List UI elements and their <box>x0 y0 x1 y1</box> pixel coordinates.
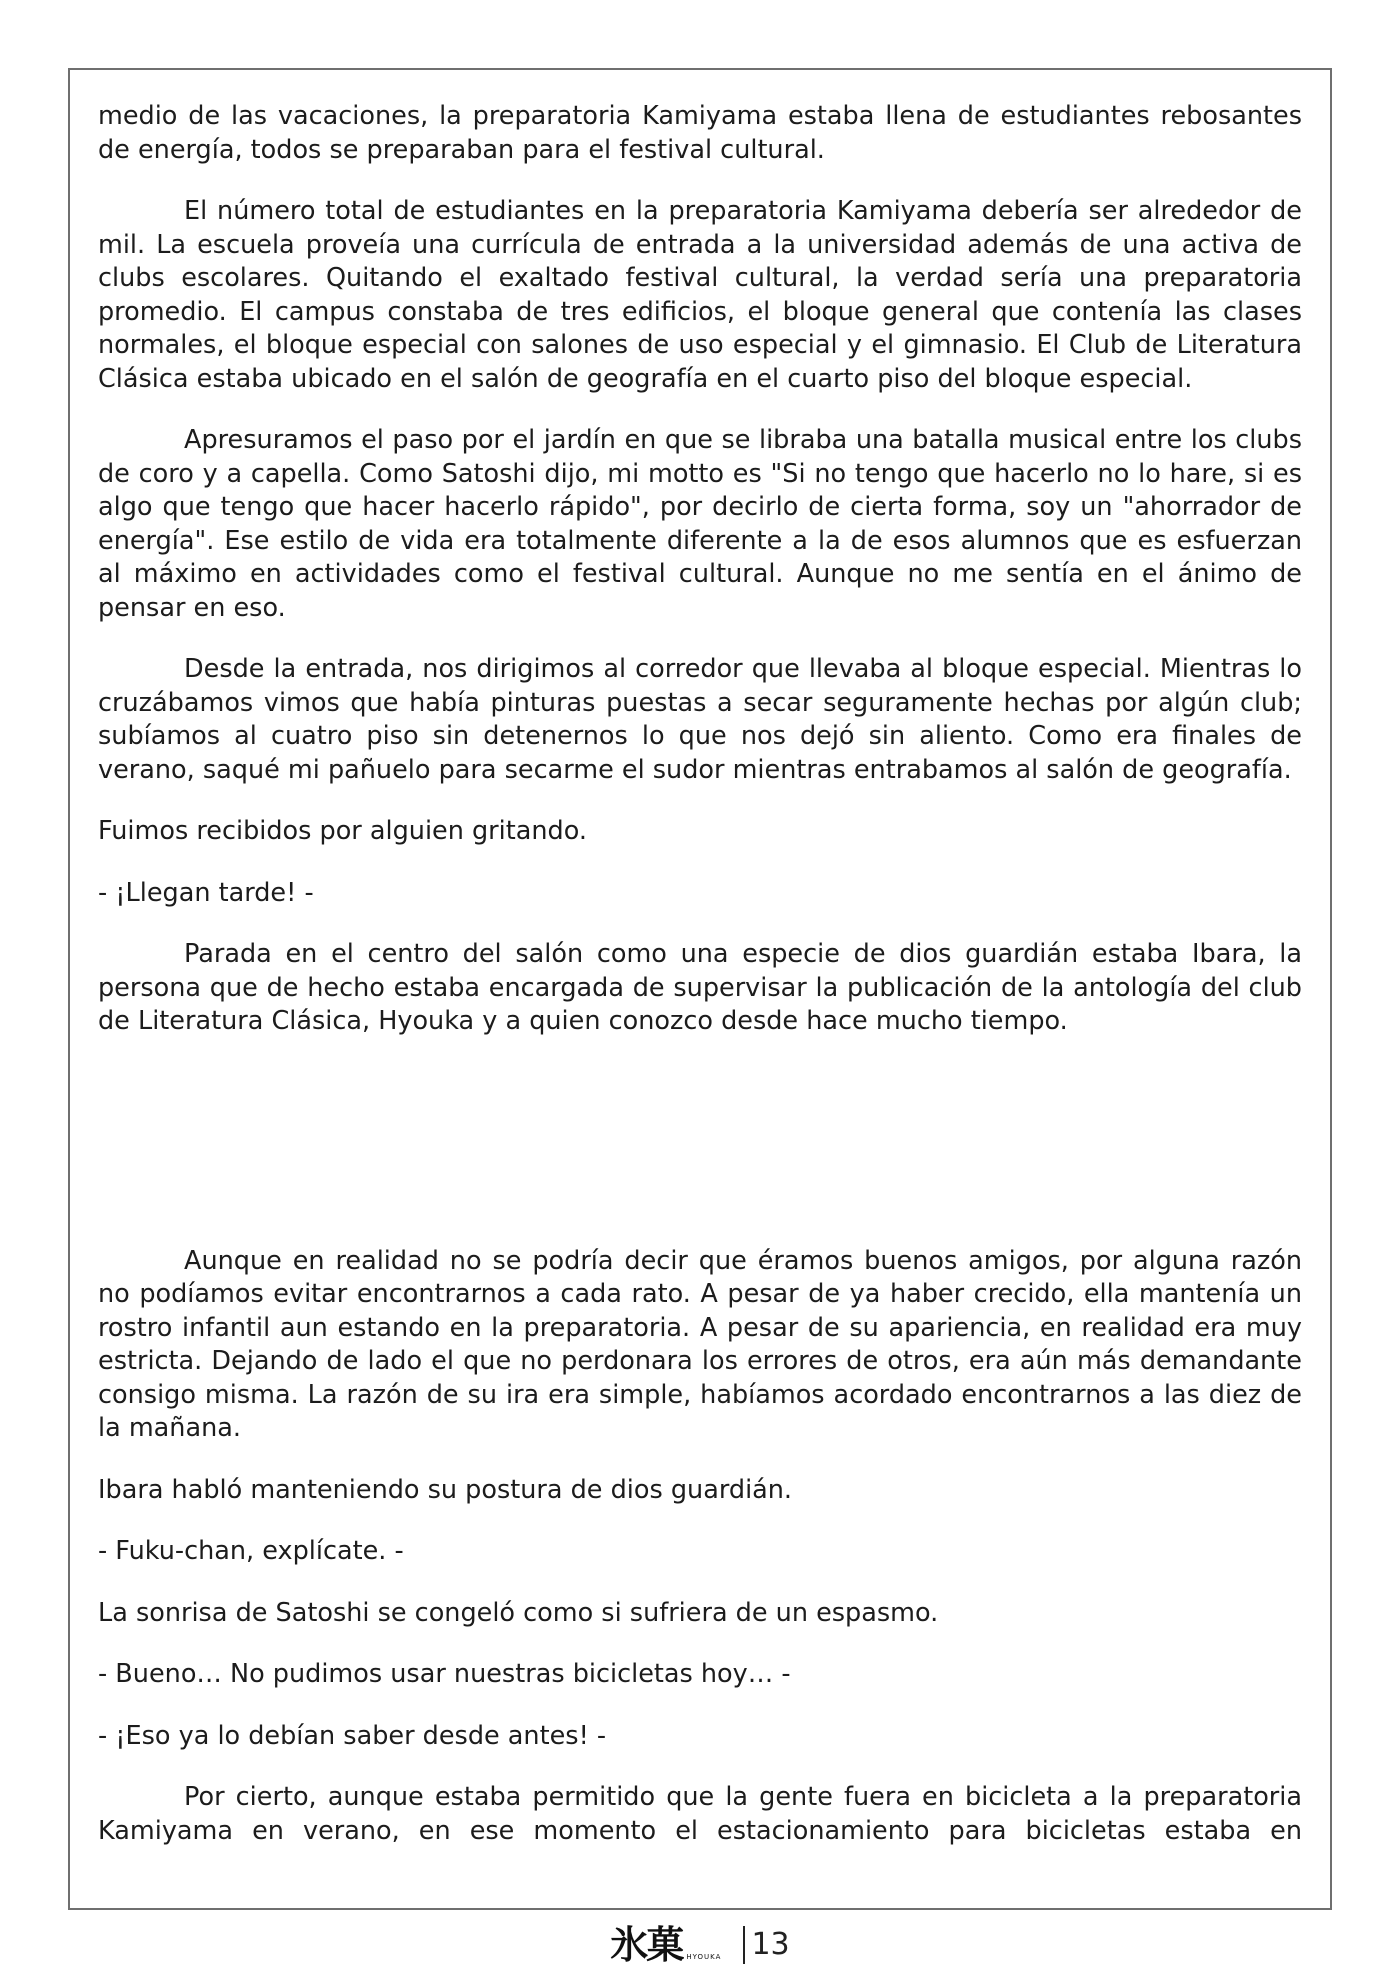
paragraph: Aunque en realidad no se podría decir que éramos buenos amigos, por alguna razón no podíamos evitar encontrarnos a cada rato. A pesar de ya haber crecido, ella mantenía un rostro infantil aun estando en la preparatoria. A pesar de su apariencia, en realidad era muy estricta. Dejando de lado el que no perdonara los errores de otros, era aún más demandante consigo misma. La razón de su ira era simple, habíamos acordado encontrarnos a las diez de la mañana. <box>98 1245 1302 1443</box>
dialogue-line: - ¡Eso ya lo debían saber desde antes! - <box>98 1720 607 1751</box>
logo-kanji: 氷菓 <box>610 1922 683 1967</box>
dialogue-line: - ¡Llegan tarde! - <box>98 877 314 908</box>
paragraph: Apresuramos el paso por el jardín en que se libraba una batalla musical entre los clubs de coro y a capella. Como Satoshi dijo, mi motto es "Si no tengo que hacerlo no lo hare, si es algo que tengo que hacer hacerlo rápido", por decirlo de cierta forma, soy un "ahorrador de energía". Ese estilo de vida era totalmente diferente a la de esos alumnos que es esfuerzan al máximo en actividades como el festival cultural. Aunque no me sentía en el ánimo de pensar en eso. <box>98 425 1302 623</box>
paragraph: medio de las vacaciones, la preparatoria Kamiyama estaba llena de estudiantes rebosantes de energía, todos se preparaban para el festival cultural. <box>98 101 1302 165</box>
paragraph: La sonrisa de Satoshi se congeló como si sufriera de un espasmo. <box>98 1597 939 1628</box>
paragraph: Desde la entrada, nos dirigimos al corredor que llevaba al bloque especial. Mientras lo cruzábamos vimos que había pinturas puestas a secar seguramente hechas por algún club; subíamos al cuatro piso sin detenernos lo que nos dejó sin aliento. Como era finales de verano, saqué mi pañuelo para secarme el sudor mientras entrabamos al salón de geografía. <box>98 654 1302 785</box>
page-footer <box>0 1920 1400 1970</box>
logo-subtitle: HYOUKA <box>686 1953 722 1961</box>
paragraph: El número total de estudiantes en la preparatoria Kamiyama debería ser alrededor de mil. La escuela proveía una currícula de entrada a la universidad además de una activa de clubs escolares. Quitando el exaltado festival cultural, la verdad sería una preparatoria promedio. El campus constaba de tres edificios, el bloque general que contenía las clases normales, el bloque especial con salones de uso especial y el gimnasio. El Club de Literatura Clásica estaba ubicado en el salón de geografía en el cuarto piso del bloque especial. <box>98 196 1302 394</box>
paragraph: Parada en el centro del salón como una especie de dios guardián estaba Ibara, la persona que de hecho estaba encargada de supervisar la publicación de la antología del club de Literatura Clásica, Hyouka y a quien conozco desde hace mucho tiempo. <box>98 939 1302 1036</box>
hyouka-logo <box>610 1922 722 1967</box>
paragraph: Fuimos recibidos por alguien gritando. <box>98 816 587 846</box>
page-body <box>98 100 1302 1848</box>
paragraph: Por cierto, aunque estaba permitido que la gente fuera en bicicleta a la preparatoria Kamiyama en verano, en ese momento el estacionamiento para bicicletas estaba en <box>98 1782 1302 1846</box>
page-number: 13 <box>751 1927 790 1962</box>
dialogue-line: - Bueno… No pudimos usar nuestras bicicletas hoy… - <box>98 1659 791 1689</box>
dialogue-line: - Fuku-chan, explícate. - <box>98 1536 404 1566</box>
footer-divider <box>743 1926 745 1964</box>
blank-space <box>98 1067 1302 1245</box>
paragraph: Ibara habló manteniendo su postura de dios guardián. <box>98 1474 793 1505</box>
